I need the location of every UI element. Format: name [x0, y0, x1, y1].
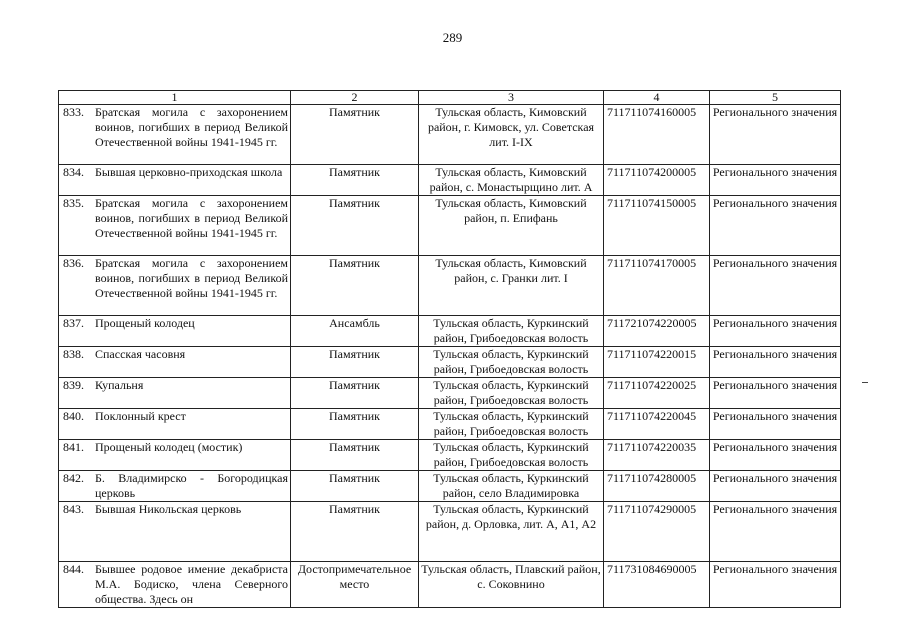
object-name-cell — [59, 409, 291, 440]
row-number: 841. — [63, 440, 84, 454]
registry-code: 711711074200005 — [604, 165, 710, 196]
registry-code: 711731084690005 — [604, 562, 710, 608]
object-type: Памятник — [291, 409, 419, 440]
object-name-cell — [59, 316, 291, 347]
object-name: Бывшая Никольская церковь — [95, 502, 242, 516]
object-type: Памятник — [291, 256, 419, 316]
object-name: Прощеный колодец (мостик) — [95, 440, 243, 454]
object-address: Тульская область, Кимовский район, п. Епифань — [419, 196, 604, 256]
object-name-cell — [59, 165, 291, 196]
object-name-cell — [59, 471, 291, 502]
registry-code: 711711074280005 — [604, 471, 710, 502]
object-name-cell — [59, 378, 291, 409]
table-row — [59, 502, 841, 562]
table-row — [59, 196, 841, 256]
object-name-cell — [59, 502, 291, 562]
object-name: Спасская часовня — [95, 347, 186, 361]
row-number: 838. — [63, 347, 84, 361]
object-address: Тульская область, Куркинский район, д. Орловка, лит. А, А1, А2 — [419, 502, 604, 562]
column-header-3: 3 — [419, 91, 604, 105]
object-address: Тульская область, Куркинский район, Грибоедовская волость — [419, 316, 604, 347]
object-name: Братская могила с захоронением воинов, погибших в период Великой Отечественной войны 1941-1945 гг. — [95, 196, 288, 240]
table-row — [59, 165, 841, 196]
significance-category: Регионального значения — [710, 165, 841, 196]
object-name-cell — [59, 105, 291, 165]
object-address: Тульская область, Кимовский район, с. Гранки лит. I — [419, 256, 604, 316]
object-name: Поклонный крест — [95, 409, 186, 423]
significance-category: Регионального значения — [710, 471, 841, 502]
table-row — [59, 316, 841, 347]
significance-category: Регионального значения — [710, 316, 841, 347]
registry-code: 711721074220005 — [604, 316, 710, 347]
scan-mark-dash — [862, 382, 868, 383]
registry-code: 711711074220025 — [604, 378, 710, 409]
object-address: Тульская область, Куркинский район, Грибоедовская волость — [419, 409, 604, 440]
object-address: Тульская область, Куркинский район, село Владимировка — [419, 471, 604, 502]
row-number: 843. — [63, 502, 84, 516]
object-address: Тульская область, Кимовский район, г. Кимовск, ул. Советская лит. I-IX — [419, 105, 604, 165]
object-type: Памятник — [291, 378, 419, 409]
table-row — [59, 562, 841, 608]
column-header-1: 1 — [59, 91, 291, 105]
row-number: 835. — [63, 196, 84, 210]
table-row — [59, 256, 841, 316]
significance-category: Регионального значения — [710, 378, 841, 409]
registry-code: 711711074220045 — [604, 409, 710, 440]
object-type: Памятник — [291, 165, 419, 196]
object-name: Б. Владимирско - Богородицкая церковь — [95, 471, 288, 500]
table-row — [59, 378, 841, 409]
significance-category: Регионального значения — [710, 105, 841, 165]
heritage-registry-table — [58, 90, 841, 608]
row-number: 834. — [63, 165, 84, 179]
table-row — [59, 347, 841, 378]
row-number: 844. — [63, 562, 84, 576]
object-name-cell — [59, 196, 291, 256]
page-number: 289 — [442, 30, 463, 45]
registry-code: 711711074220035 — [604, 440, 710, 471]
registry-code: 711711074160005 — [604, 105, 710, 165]
object-name: Бывшее родовое имение декабриста М.А. Бодиско, члена Северного общества. Здесь он — [95, 562, 288, 606]
significance-category: Регионального значения — [710, 409, 841, 440]
object-address: Тульская область, Куркинский район, Грибоедовская волость — [419, 440, 604, 471]
object-type: Ансамбль — [291, 316, 419, 347]
registry-code: 711711074220015 — [604, 347, 710, 378]
object-type: Памятник — [291, 502, 419, 562]
row-number: 836. — [63, 256, 84, 270]
row-number: 839. — [63, 378, 84, 392]
significance-category: Регионального значения — [710, 562, 841, 608]
object-type: Памятник — [291, 347, 419, 378]
significance-category: Регионального значения — [710, 347, 841, 378]
object-address: Тульская область, Куркинский район, Грибоедовская волость — [419, 378, 604, 409]
object-name-cell — [59, 347, 291, 378]
object-address: Тульская область, Куркинский район, Грибоедовская волость — [419, 347, 604, 378]
table-row — [59, 105, 841, 165]
object-name-cell — [59, 440, 291, 471]
registry-code: 711711074150005 — [604, 196, 710, 256]
object-name-cell — [59, 562, 291, 608]
registry-code: 711711074290005 — [604, 502, 710, 562]
significance-category: Регионального значения — [710, 440, 841, 471]
object-type: Памятник — [291, 440, 419, 471]
significance-category: Регионального значения — [710, 196, 841, 256]
column-header-2: 2 — [291, 91, 419, 105]
row-number: 840. — [63, 409, 84, 423]
object-name: Прощеный колодец — [95, 316, 195, 330]
registry-code: 711711074170005 — [604, 256, 710, 316]
object-name-cell — [59, 256, 291, 316]
object-name: Братская могила с захоронением воинов, погибших в период Великой Отечественной войны 1941-1945 гг. — [95, 256, 288, 300]
row-number: 833. — [63, 105, 84, 119]
object-type: Памятник — [291, 105, 419, 165]
significance-category: Регионального значения — [710, 256, 841, 316]
header-row — [59, 91, 841, 105]
object-type: Памятник — [291, 196, 419, 256]
object-name: Братская могила с захоронением воинов, погибших в период Великой Отечественной войны 1941-1945 гг. — [95, 105, 288, 149]
object-address: Тульская область, Плавский район, с. Соковнино — [419, 562, 604, 608]
column-header-4: 4 — [604, 91, 710, 105]
table-row — [59, 471, 841, 502]
object-address: Тульская область, Кимовский район, с. Монастырщино лит. А — [419, 165, 604, 196]
row-number: 842. — [63, 471, 84, 485]
column-header-5: 5 — [710, 91, 841, 105]
table-row — [59, 409, 841, 440]
row-number: 837. — [63, 316, 84, 330]
object-type: Памятник — [291, 471, 419, 502]
table-row — [59, 440, 841, 471]
object-type: Достопримечательное место — [291, 562, 419, 608]
object-name: Бывшая церковно-приходская школа — [95, 165, 283, 179]
significance-category: Регионального значения — [710, 502, 841, 562]
object-name: Купальня — [95, 378, 144, 392]
